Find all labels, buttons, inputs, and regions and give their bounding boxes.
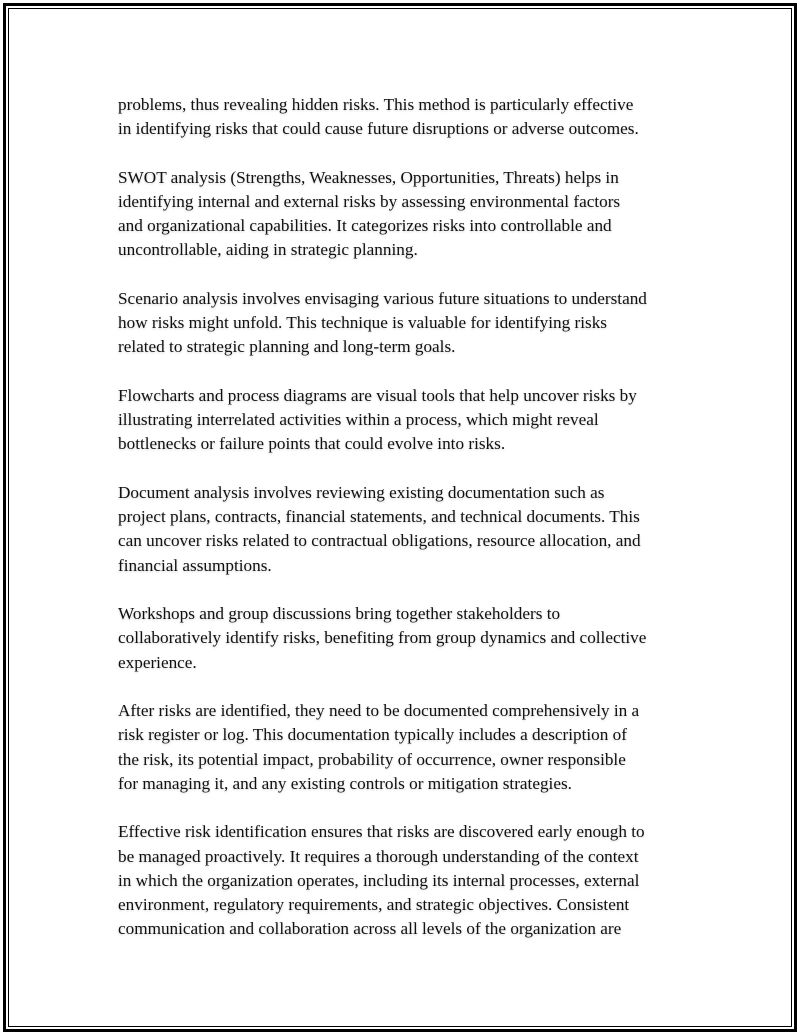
text-line: and organizational capabilities. It categorizes risks into controllable and — [118, 216, 612, 236]
paragraph-document-analysis — [118, 481, 698, 578]
paragraph-effective-identification — [118, 820, 698, 941]
text-line: the risk, its potential impact, probability of occurrence, owner responsible — [118, 749, 626, 769]
text-line: SWOT analysis (Strengths, Weaknesses, Opportunities, Threats) helps in — [118, 167, 619, 187]
text-line: problems, thus revealing hidden risks. This method is particularly effective — [118, 95, 634, 114]
text-line: bottlenecks or failure points that could evolve into risks. — [118, 434, 506, 454]
text-line: experience. — [118, 652, 197, 672]
text-line: financial assumptions. — [118, 555, 272, 575]
paragraph-swot-analysis — [118, 166, 698, 263]
paragraph-flowcharts — [118, 384, 698, 457]
text-line: risk register or log. This documentation typically includes a description of — [118, 725, 627, 745]
text-line: Document analysis involves reviewing existing documentation such as — [118, 483, 605, 502]
text-line: be managed proactively. It requires a thorough understanding of the context — [118, 846, 639, 866]
paragraph-risk-documentation — [118, 699, 698, 796]
text-line: illustrating interrelated activities within a process, which might reveal — [118, 410, 599, 430]
document-body — [118, 93, 698, 941]
text-line: related to strategic planning and long-term goals. — [118, 337, 456, 357]
text-line: can uncover risks related to contractual obligations, resource allocation, and — [118, 531, 641, 551]
text-line: Flowcharts and process diagrams are visual tools that help uncover risks by — [118, 386, 637, 405]
text-line: identifying internal and external risks by assessing environmental factors — [118, 192, 621, 211]
text-line: Workshops and group discussions bring together stakeholders to — [118, 604, 561, 624]
text-line: communication and collaboration across all levels of the organization are — [118, 919, 622, 939]
text-line: project plans, contracts, financial statements, and technical documents. This — [118, 507, 640, 527]
text-line: how risks might unfold. This technique is valuable for identifying risks — [118, 313, 607, 333]
text-line: Scenario analysis involves envisaging various future situations to understand — [118, 289, 647, 308]
paragraph-workshops — [118, 602, 698, 675]
text-line: uncontrollable, aiding in strategic planning. — [118, 240, 418, 260]
text-line: collaboratively identify risks, benefiting from group dynamics and collective — [118, 628, 647, 648]
paragraph-scenario-analysis — [118, 287, 698, 360]
text-line: After risks are identified, they need to be documented comprehensively in a — [118, 701, 640, 721]
text-line: in which the organization operates, including its internal processes, external — [118, 870, 640, 890]
text-line: for managing it, and any existing controls or mitigation strategies. — [118, 773, 572, 793]
text-line: Effective risk identification ensures that risks are discovered early enough to — [118, 822, 645, 842]
text-line: environment, regulatory requirements, and strategic objectives. Consistent — [118, 895, 630, 915]
text-line: in identifying risks that could cause future disruptions or adverse outcomes. — [118, 119, 639, 139]
paragraph-hidden-risks — [118, 93, 698, 141]
